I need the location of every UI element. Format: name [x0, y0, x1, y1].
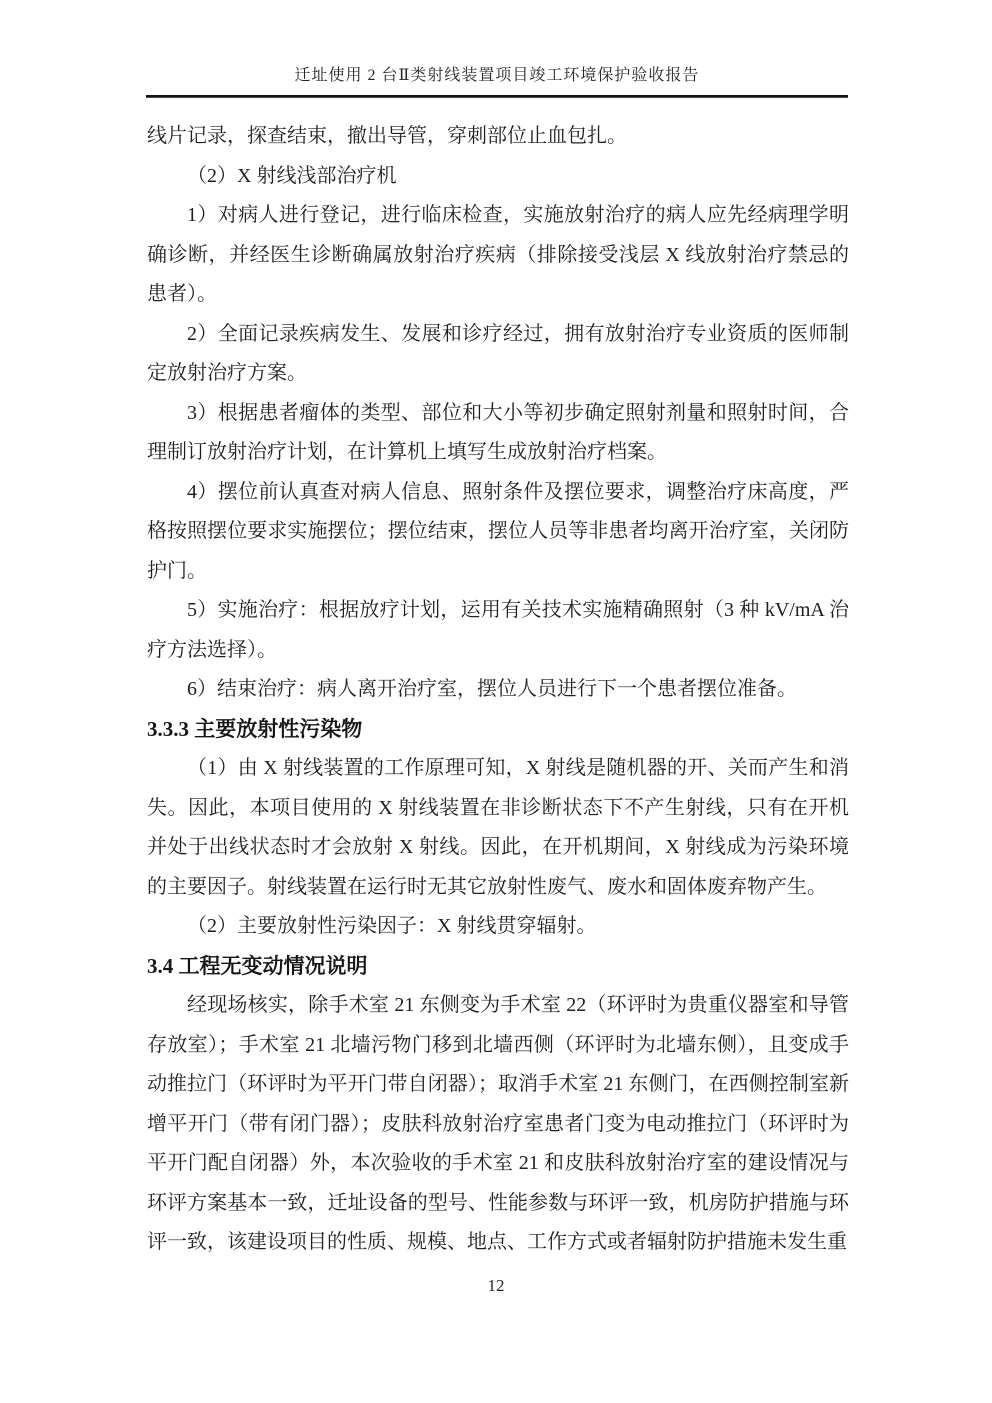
paragraph-pollutant-1: （1）由 X 射线装置的工作原理可知，X 射线是随机器的开、关而产生和消失。因此，本项目使用的 X 射线装置在非诊断状态下不产生射线，只有在开机并处于出线状态时才会放射 X 射线。因此，在开机期间，X 射线成为污染环境的主要因子。射线装置在运行时无其它放射性废气、废水和固体废弃物产生。 [147, 757, 849, 898]
page-number: 12 [487, 1276, 505, 1295]
paragraph-step-6: 6）结束治疗：病人离开治疗室，摆位人员进行下一个患者摆位准备。 [187, 678, 797, 700]
paragraph-no-change-statement: 经现场核实，除手术室 21 东侧变为手术室 22（环评时为贵重仪器室和导管存放室）；手术室 21 北墙污物门移到北墙西侧（环评时为北墙东侧），且变成手动推拉门（环评时为平开门带自闭器）；取消手术室 21 东侧门，在西侧控制室新增平开门（带有闭门器）；皮肤科放射治疗室患者门变为电动推拉门（环评时为平开门配自闭器）外，本次验收的手术室 21 和皮肤科放射治疗室的建设情况与环评方案基本一致，迁址设备的型号、性能参数与环评一致，机房防护措施与环评一致，该建设项目的性质、规模、地点、工作方式或者辐射防护措施未发生重 [147, 994, 849, 1253]
paragraph-step-1: 1）对病人进行登记，进行临床检查，实施放射治疗的病人应先经病理学明确诊断，并经医生诊断确属放射治疗疾病（排除接受浅层 X 线放射治疗禁忌的患者）。 [147, 204, 849, 305]
paragraph-step-4: 4）摆位前认真查对病人信息、照射条件及摆位要求，调整治疗床高度，严格按照摆位要求实施摆位；摆位结束，摆位人员等非患者均离开治疗室，关闭防护门。 [147, 480, 849, 582]
page-header [146, 62, 848, 85]
header-title: 迁址使用 2 台Ⅱ类射线装置项目竣工环境保护验收报告 [294, 67, 700, 84]
paragraph-step-3: 3）根据患者瘤体的类型、部位和大小等初步确定照射剂量和照射时间，合理制订放射治疗计划，在计算机上填写生成放射治疗档案。 [147, 401, 849, 463]
paragraph-x-ray-therapy-machine: （2）X 射线浅部治疗机 [187, 164, 397, 187]
page-footer [0, 1276, 992, 1296]
paragraph-continuation: 线片记录，探查结束，撤出导管，穿刺部位止血包扎。 [147, 125, 627, 147]
paragraph-step-5: 5）实施治疗：根据放疗计划，运用有关技术实施精确照射（3 种 kV/mA 治疗方法选择）。 [147, 599, 849, 661]
section-heading-3-3-3: 3.3.3 主要放射性污染物 [147, 716, 363, 741]
paragraph-pollutant-2: （2）主要放射性污染因子：X 射线贯穿辐射。 [187, 915, 597, 937]
paragraph-step-2: 2）全面记录疾病发生、发展和诊疗经过，拥有放射治疗专业资质的医师制定放射治疗方案。 [147, 322, 849, 384]
header-rule [146, 95, 848, 98]
section-heading-3-4: 3.4 工程无变动情况说明 [147, 953, 368, 978]
document-body [147, 117, 849, 1263]
